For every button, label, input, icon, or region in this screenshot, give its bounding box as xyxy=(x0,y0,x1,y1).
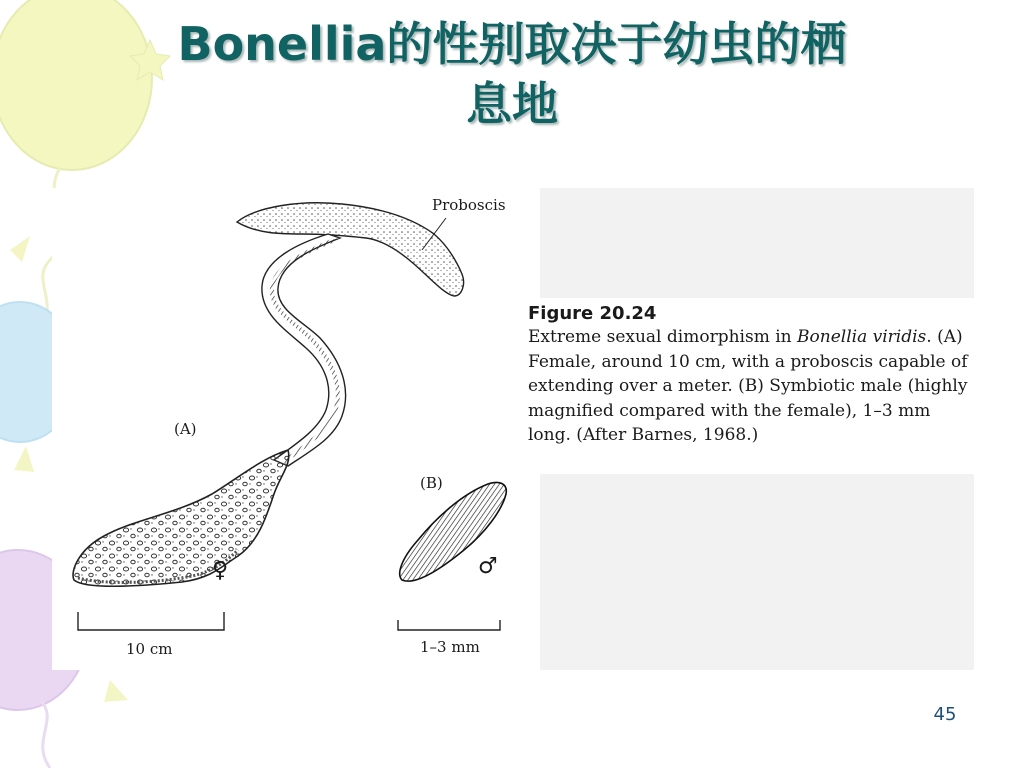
title-line-2: 息地 xyxy=(466,77,558,131)
bonellia-illustration xyxy=(52,188,540,670)
title-line-1: Bonellia的性别取决于幼虫的栖 xyxy=(177,17,847,71)
figure-caption-heading: Figure 20.24 xyxy=(528,303,657,324)
caption-text-start: Extreme sexual dimorphism in xyxy=(528,327,798,347)
proboscis-label: Proboscis xyxy=(432,196,506,214)
figure-caption xyxy=(528,303,973,448)
page-number: 45 xyxy=(933,704,957,725)
figure-gray-panel-top xyxy=(540,188,974,298)
female-symbol: ♀ xyxy=(212,558,229,583)
female-panel-label: (A) xyxy=(174,420,197,438)
female-trunk xyxy=(262,234,346,466)
bonellia-figure xyxy=(52,188,974,670)
slide-title xyxy=(0,14,1024,134)
female-body xyxy=(73,450,289,586)
confetti-triangle-2 xyxy=(104,680,128,702)
female-scale-bar xyxy=(78,612,224,630)
male-scale-label: 1–3 mm xyxy=(420,638,480,656)
caption-species-name: Bonellia viridis xyxy=(797,327,927,347)
female-scale-label: 10 cm xyxy=(126,640,173,658)
balloon-string-lower xyxy=(40,700,50,768)
confetti-triangle-3 xyxy=(14,446,34,472)
confetti-triangle xyxy=(10,236,30,262)
figure-caption-body xyxy=(528,325,973,448)
caption-text-rest: . (A) Female, around 10 cm, with a proboscis capable of extending over a meter. (B) Symbiotic male (highly magnified compared with the female), 1–3 mm long. (After Barnes, 1968.) xyxy=(528,327,968,445)
male-panel-label: (B) xyxy=(420,474,443,492)
male-symbol: ♂ xyxy=(478,554,498,579)
figure-gray-panel-bottom xyxy=(540,474,974,670)
male-scale-bar xyxy=(398,620,500,630)
